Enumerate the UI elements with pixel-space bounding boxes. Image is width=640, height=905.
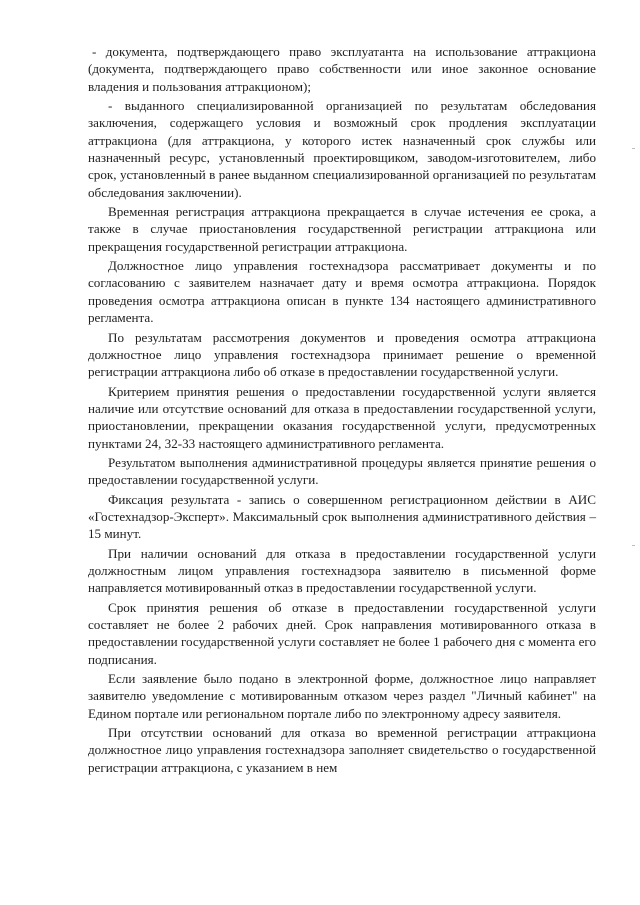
scan-mark xyxy=(632,148,635,149)
paragraph-9: При наличии оснований для отказа в предоставлении государственной услуги должностным лицом управления гостехнадзора заявителю в письменной форме направляется мотивированный отказ в предоставлении государственной услуги. xyxy=(88,545,596,596)
paragraph-4: Должностное лицо управления гостехнадзора рассматривает документы и по согласованию с заявителем назначает дату и время осмотра аттракциона. Порядок проведения осмотра аттракциона описан в пункте 134 настоящего административного регламента. xyxy=(88,258,596,326)
paragraph-6: Критерием принятия решения о предоставлении государственной услуги является наличие или отсутствие оснований для отказа в предоставлении государственной услуги, приостановлении, прекращении оказания государственной услуги, предусмотренных пунктами 24, 32-33 настоящего административного регламента. xyxy=(88,383,596,451)
paragraph-10: Срок принятия решения об отказе в предоставлении государственной услуги составляет не более 2 рабочих дней. Срок направления мотивированного отказа в предоставлении государственной услуги составляет не более 1 рабочего дня с момента его подписания. xyxy=(88,599,596,667)
paragraph-7: Результатом выполнения административной процедуры является принятие решения о предоставлении государственной услуги. xyxy=(88,454,596,488)
paragraph-1: - документа, подтверждающего право эксплуатанта на использование аттракциона (документа, подтверждающего право собственности или иное законное основание владения и пользования аттракционом); xyxy=(88,44,596,94)
paragraph-11: Если заявление было подано в электронной форме, должностное лицо направляет заявителю уведомление с мотивированным отказом через раздел "Личный кабинет" на Едином портале или региональном портале либо по электронному адресу заявителя. xyxy=(88,671,596,721)
paragraph-5: По результатам рассмотрения документов и проведения осмотра аттракциона должностное лицо управления гостехнадзора принимает решение о временной регистрации аттракциона либо об отказе в предоставлении государственной услуги. xyxy=(88,329,596,380)
paragraph-2: - выданного специализированной организацией по результатам обследования заключения, содержащего условия и возможный срок продления эксплуатации аттракциона (для аттракциона, у которого истек назначенный срок службы или назначенный ресурс, установленный проектировщиком, заводом-изготовителем, либо срок, установленный в ранее выданном специализированной организацией по результатам обследования заключении). xyxy=(88,98,596,200)
document-body xyxy=(88,43,596,778)
scan-mark xyxy=(632,545,635,546)
paragraph-8: Фиксация результата - запись о совершенном регистрационном действии в АИС «Гостехнадзор-Эксперт». Максимальный срок выполнения административного действия – 15 минут. xyxy=(88,491,596,542)
paragraph-3: Временная регистрация аттракциона прекращается в случае истечения ее срока, а также в случае приостановления государственной регистрации аттракциона или прекращения государственной регистрации аттракциона. xyxy=(88,204,596,254)
paragraph-12: При отсутствии оснований для отказа во временной регистрации аттракциона должностное лицо управления гостехнадзора заполняет свидетельство о государственной регистрации аттракциона, с указанием в нем xyxy=(88,725,596,775)
